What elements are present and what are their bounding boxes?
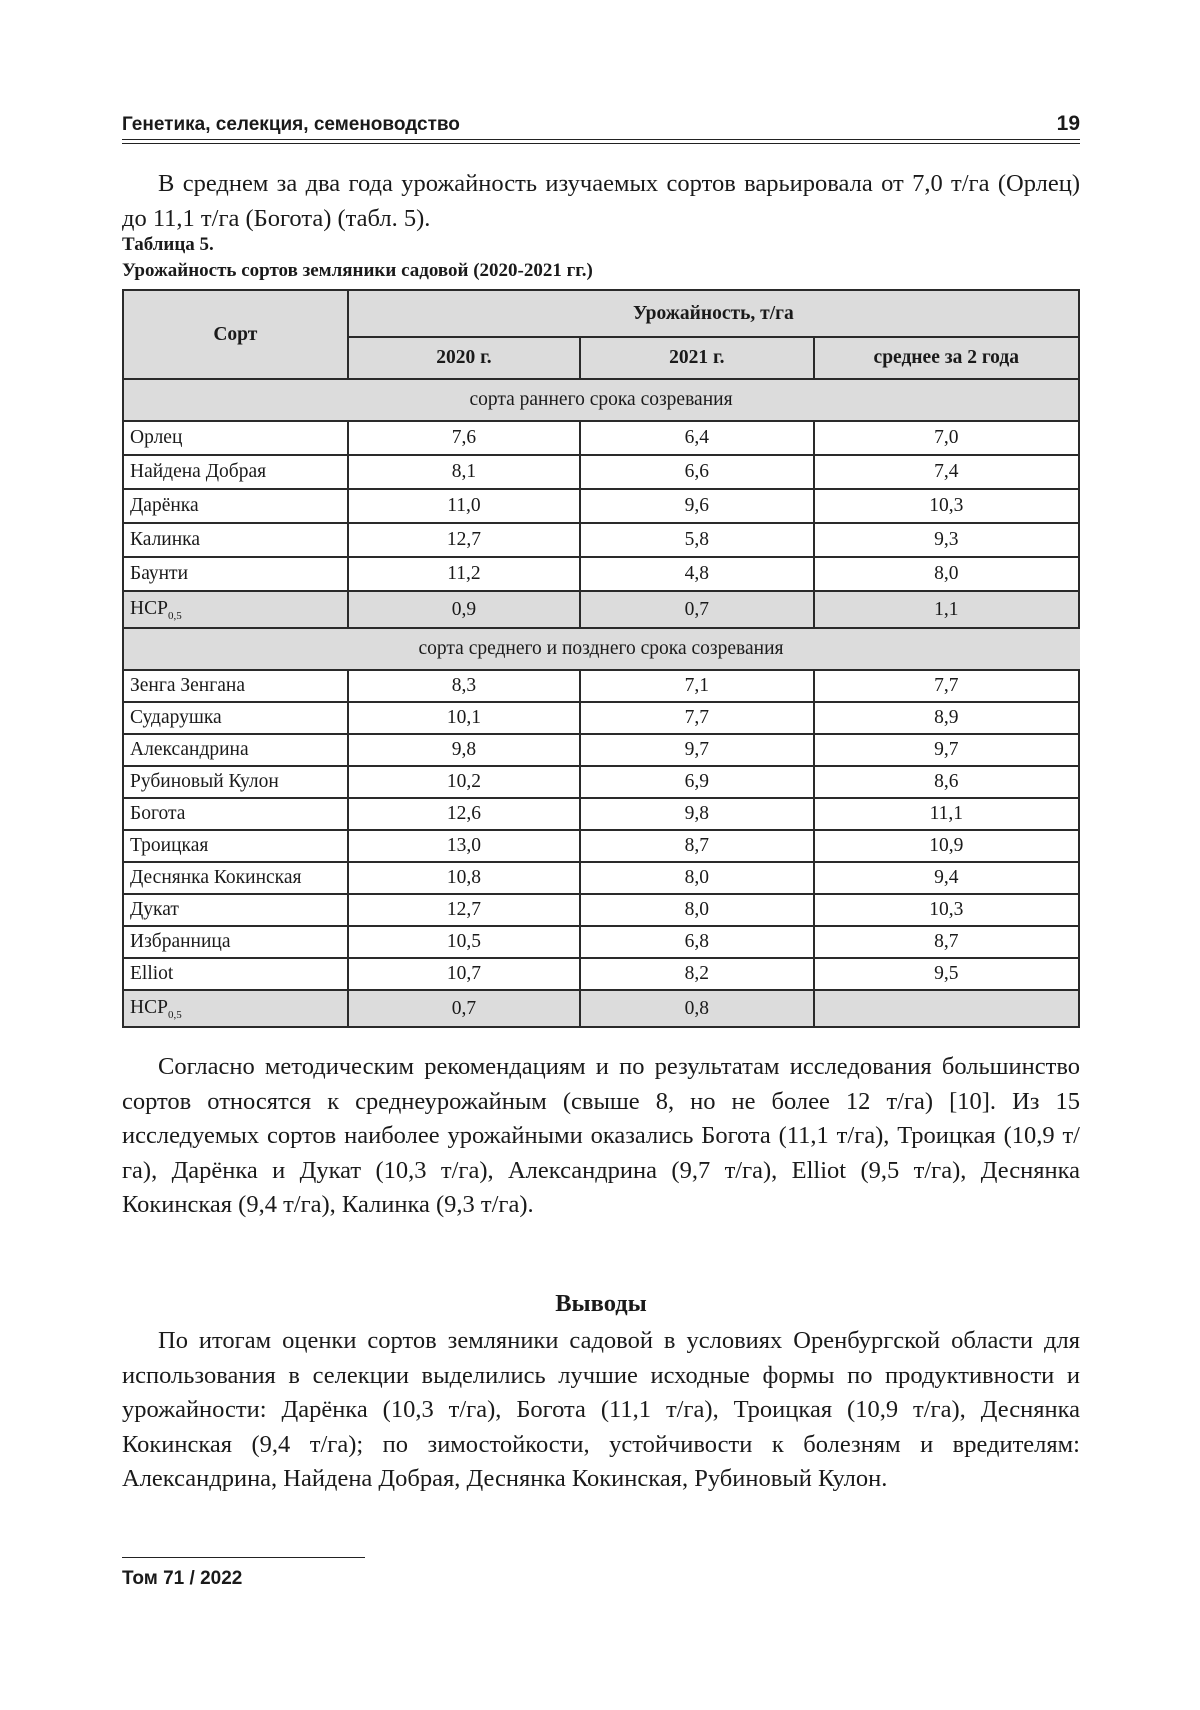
yield-cell: 10,1 <box>348 702 580 734</box>
group-row <box>123 628 1079 670</box>
yield-cell: 9,7 <box>580 734 813 766</box>
table-row <box>123 557 1079 591</box>
table-caption-title: Урожайность сортов земляники садовой (2020-2021 гг.) <box>122 260 593 281</box>
lsd-value: 0,7 <box>580 591 813 628</box>
table-row <box>123 862 1079 894</box>
lsd-subscript: 0,5 <box>167 609 182 622</box>
header-2020: 2020 г. <box>348 337 580 379</box>
yield-cell: 8,2 <box>580 958 813 990</box>
header-2021: 2021 г. <box>580 337 813 379</box>
yield-cell: 9,4 <box>814 862 1079 894</box>
lsd-value: 0,9 <box>348 591 580 628</box>
lsd-value: 1,1 <box>814 591 1079 628</box>
variety-cell: Сударушка <box>123 702 348 734</box>
yield-cell: 7,0 <box>814 421 1079 455</box>
yield-cell: 8,7 <box>814 926 1079 958</box>
yield-cell: 8,0 <box>814 557 1079 591</box>
yield-cell: 10,3 <box>814 894 1079 926</box>
lsd-row <box>123 990 1079 1027</box>
table-row <box>123 670 1079 702</box>
lsd-label-cell <box>123 591 348 628</box>
variety-cell: Elliot <box>123 958 348 990</box>
table-row <box>123 702 1079 734</box>
yield-cell: 7,7 <box>580 702 813 734</box>
intro-paragraph: В среднем за два года урожайность изучаемых сортов варьировала от 7,0 т/га (Орлец) до 11,1 т/га (Богота) (табл. 5). <box>122 170 1080 232</box>
lsd-label-cell <box>123 990 348 1027</box>
yield-cell: 13,0 <box>348 830 580 862</box>
header-rule-thin <box>122 143 1080 144</box>
yield-cell: 9,6 <box>580 489 813 523</box>
results-paragraph: Согласно методическим рекомендациям и по результатам исследования большинство сортов относятся к среднеурожайным (свыше 8, но не более 12 т/га) [10]. Из 15 исследуемых сортов наиболее урожайными оказались Богота (11,1 т/га), Троицкая (10,9 т/га), Дарёнка и Дукат (10,3 т/га), Александрина (9,7 т/га), Elliot (9,5 т/га), Деснянка Кокинская (9,4 т/га), Калинка (9,3 т/га). <box>122 1053 1080 1218</box>
table-row <box>123 798 1079 830</box>
yield-cell: 10,3 <box>814 489 1079 523</box>
table-row <box>123 958 1079 990</box>
running-header <box>122 112 1080 144</box>
table-row <box>123 455 1079 489</box>
section-title: Генетика, селекция, семеноводство <box>122 114 460 135</box>
table-row <box>123 489 1079 523</box>
conclusions-heading: Выводы <box>555 1290 647 1317</box>
lsd-value: 0,8 <box>580 990 813 1027</box>
header-rule <box>122 139 1080 140</box>
yield-cell: 9,7 <box>814 734 1079 766</box>
yield-cell: 6,8 <box>580 926 813 958</box>
variety-cell: Дарёнка <box>123 489 348 523</box>
lsd-label: НСР <box>130 996 168 1018</box>
yield-table <box>122 289 1080 1028</box>
header-variety: Сорт <box>123 290 348 379</box>
variety-cell: Дукат <box>123 894 348 926</box>
yield-cell: 6,6 <box>580 455 813 489</box>
lsd-value: 0,7 <box>348 990 580 1027</box>
yield-cell: 12,7 <box>348 523 580 557</box>
yield-cell: 8,0 <box>580 894 813 926</box>
yield-cell: 8,1 <box>348 455 580 489</box>
table-row <box>123 523 1079 557</box>
yield-cell: 8,6 <box>814 766 1079 798</box>
yield-cell: 11,0 <box>348 489 580 523</box>
yield-cell: 6,4 <box>580 421 813 455</box>
variety-cell: Орлец <box>123 421 348 455</box>
yield-cell: 9,8 <box>580 798 813 830</box>
yield-cell: 8,0 <box>580 862 813 894</box>
variety-cell: Найдена Добрая <box>123 455 348 489</box>
variety-cell: Баунти <box>123 557 348 591</box>
variety-cell: Деснянка Кокинская <box>123 862 348 894</box>
table-caption-number: Таблица 5. <box>122 234 214 255</box>
yield-cell: 9,3 <box>814 523 1079 557</box>
group-row <box>123 379 1079 421</box>
header-yield: Урожайность, т/га <box>348 290 1079 337</box>
group-label: сорта среднего и позднего срока созревания <box>123 628 1079 670</box>
yield-cell: 8,9 <box>814 702 1079 734</box>
variety-cell: Богота <box>123 798 348 830</box>
yield-cell: 7,1 <box>580 670 813 702</box>
page-number: 19 <box>1056 112 1080 135</box>
variety-cell: Александрина <box>123 734 348 766</box>
yield-cell: 10,8 <box>348 862 580 894</box>
yield-cell: 9,5 <box>814 958 1079 990</box>
yield-cell: 8,3 <box>348 670 580 702</box>
lsd-subscript: 0,5 <box>167 1008 182 1021</box>
yield-cell: 10,7 <box>348 958 580 990</box>
yield-cell: 7,4 <box>814 455 1079 489</box>
yield-cell: 12,7 <box>348 894 580 926</box>
variety-cell: Зенга Зенгана <box>123 670 348 702</box>
yield-cell: 7,6 <box>348 421 580 455</box>
yield-cell: 8,7 <box>580 830 813 862</box>
variety-cell: Рубиновый Кулон <box>123 766 348 798</box>
yield-cell: 10,5 <box>348 926 580 958</box>
yield-cell: 7,7 <box>814 670 1079 702</box>
yield-cell: 10,2 <box>348 766 580 798</box>
header-average: среднее за 2 года <box>814 337 1079 379</box>
footer-volume: Том 71 / 2022 <box>122 1568 243 1589</box>
yield-cell: 6,9 <box>580 766 813 798</box>
variety-cell: Троицкая <box>123 830 348 862</box>
yield-cell: 9,8 <box>348 734 580 766</box>
variety-cell: Избранница <box>123 926 348 958</box>
yield-cell: 12,6 <box>348 798 580 830</box>
footer-rule <box>122 1557 365 1558</box>
table-row <box>123 894 1079 926</box>
table-row <box>123 766 1079 798</box>
table-row <box>123 830 1079 862</box>
yield-cell: 10,9 <box>814 830 1079 862</box>
yield-cell: 11,2 <box>348 557 580 591</box>
conclusions-paragraph: По итогам оценки сортов земляники садовой в условиях Оренбургской области для использования в селекции выделились лучшие исходные формы по продуктивности и урожайности: Дарёнка (10,3 т/га), Богота (11,1 т/га), Троицкая (10,9 т/га), Деснянка Кокинская (9,4 т/га); по зимостойкости, устойчивости к болезням и вредителям: Александрина, Найдена Добрая, Деснянка Кокинская, Рубиновый Кулон. <box>122 1327 1080 1492</box>
table-row <box>123 421 1079 455</box>
yield-cell: 4,8 <box>580 557 813 591</box>
lsd-label: НСР <box>130 597 168 619</box>
variety-cell: Калинка <box>123 523 348 557</box>
group-label: сорта раннего срока созревания <box>123 379 1079 421</box>
lsd-row <box>123 591 1079 628</box>
yield-cell: 5,8 <box>580 523 813 557</box>
table-row <box>123 926 1079 958</box>
table-body <box>123 379 1079 1027</box>
table-row <box>123 734 1079 766</box>
lsd-value <box>814 990 1079 1027</box>
yield-cell: 11,1 <box>814 798 1079 830</box>
